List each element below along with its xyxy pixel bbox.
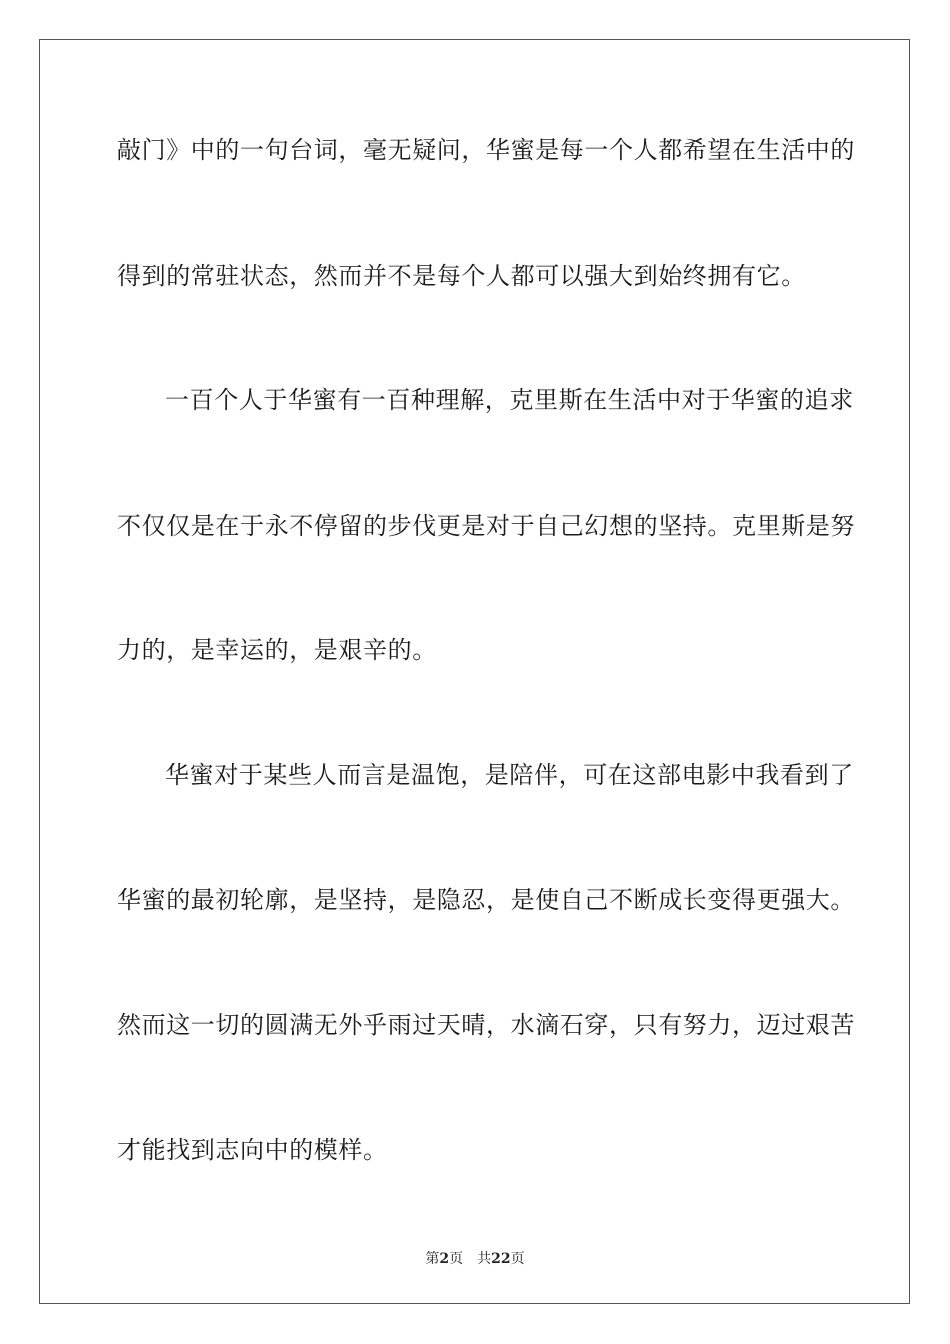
paragraph-line: 得到的常驻状态，然而并不是每个人都可以强大到始终拥有它。 [117,262,806,290]
paragraph-line: 华蜜对于某些人而言是温饱，是陪伴，可在这部电影中我看到了 [165,761,854,789]
page-number-label: 第2页 [425,1251,464,1267]
page-border [39,39,910,1304]
paragraph-line: 不仅仅是在于永不停留的步伐更是对于自己幻想的坚持。克里斯是努 [117,512,855,540]
total-pages-label: 共22页 [477,1251,525,1267]
paragraph-line: 才能找到志向中的模样。 [117,1136,388,1164]
paragraph-line: 力的，是幸运的，是艰辛的。 [117,636,437,664]
paragraph-line: 然而这一切的圆满无外乎雨过天晴，水滴石穿，只有努力，迈过艰苦 [117,1011,855,1039]
paragraph-line: 华蜜的最初轮廓，是坚持，是隐忍，是使自己不断成长变得更强大。 [117,886,855,914]
page-footer [0,1248,950,1268]
paragraph-line: 一百个人于华蜜有一百种理解，克里斯在生活中对于华蜜的追求 [165,386,854,414]
paragraph-line: 敲门》中的一句台词，毫无疑问，华蜜是每一个人都希望在生活中的 [117,136,855,164]
